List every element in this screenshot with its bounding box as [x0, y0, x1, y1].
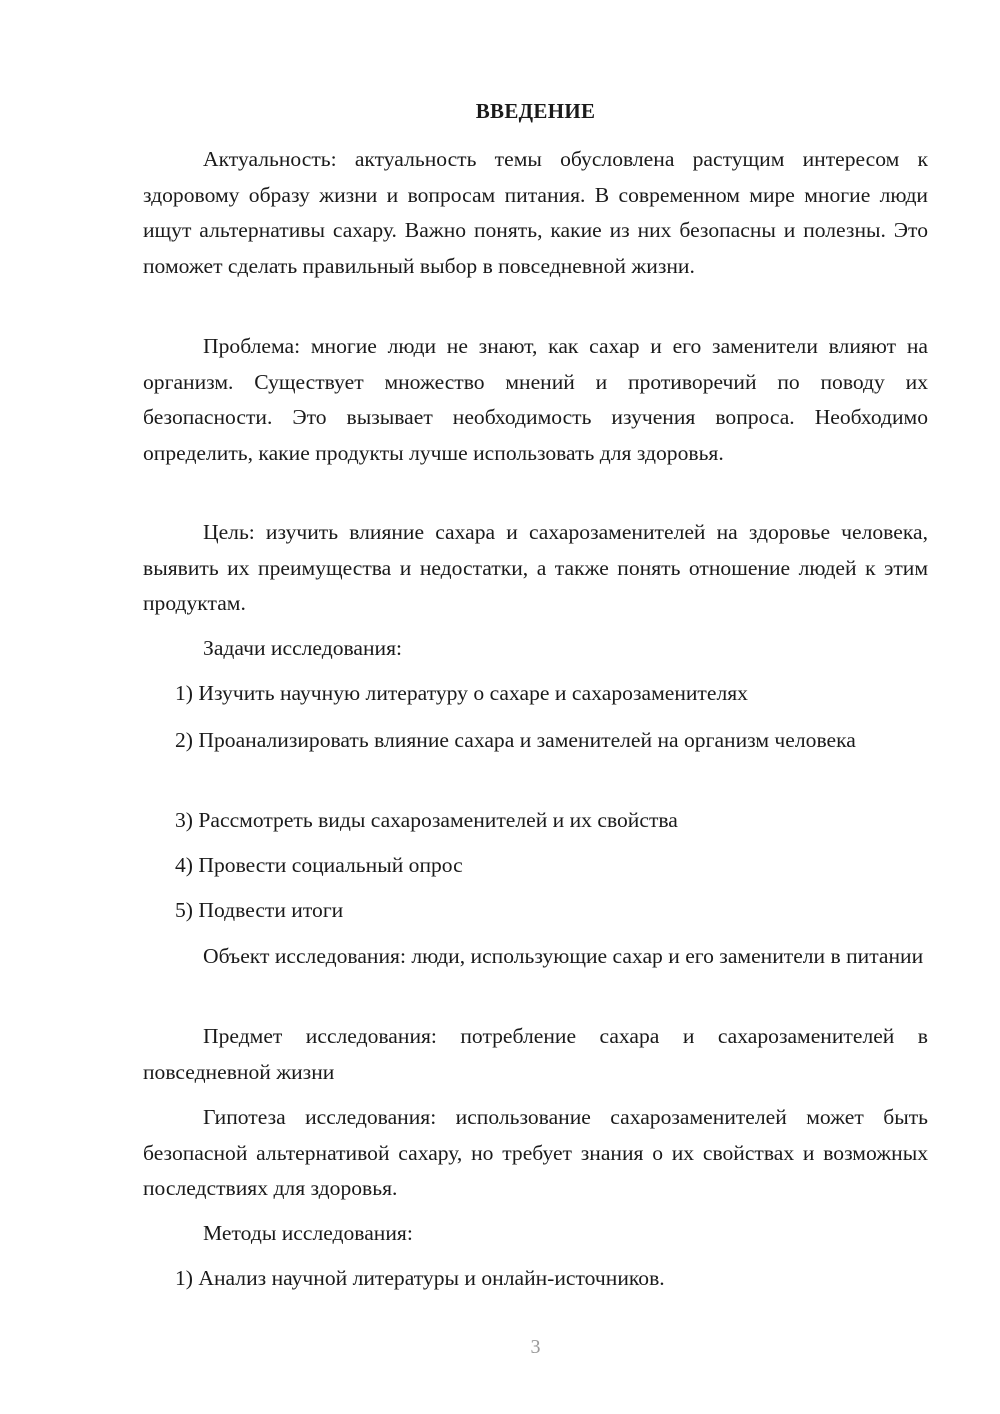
methods-heading: Методы исследования:: [203, 1221, 413, 1245]
document-page: [143, 0, 928, 1414]
task-item: 5) Подвести итоги: [175, 898, 344, 922]
hypothesis-paragraph: Гипотеза исследования: использование сахарозаменителей может быть безопасной альтернативой сахару, но требует знания о их свойствах и возможных последствиях для здоровья.: [143, 1105, 928, 1200]
task-item: 1) Изучить научную литературу о сахаре и сахарозаменителях: [175, 681, 748, 705]
problem-paragraph: Проблема: многие люди не знают, как сахар и его заменители влияют на организм. Существует множество мнений и противоречий по поводу их безопасности. Это вызывает необходимость изучения вопроса. Необходимо определить, какие продукты лучше использовать для здоровья.: [143, 334, 928, 465]
task-item: 3) Рассмотреть виды сахарозаменителей и их свойства: [175, 808, 678, 832]
object-paragraph: Объект исследования: люди, использующие сахар и его заменители в питании: [203, 944, 924, 968]
goal-paragraph: Цель: изучить влияние сахара и сахарозаменителей на здоровье человека, выявить их преимущества и недостатки, а также понять отношение людей к этим продуктам.: [143, 520, 928, 615]
subject-paragraph: Предмет исследования: потребление сахара и сахарозаменителей в повседневной жизни: [143, 1024, 928, 1084]
section-heading: ВВЕДЕНИЕ: [475, 99, 596, 123]
method-item: 1) Анализ научной литературы и онлайн-источников.: [175, 1266, 665, 1290]
relevance-paragraph: Актуальность: актуальность темы обусловлена растущим интересом к здоровому образу жизни и вопросам питания. В современном мире многие люди ищут альтернативы сахару. Важно понять, какие из них безопасны и полезны. Это поможет сделать правильный выбор в повседневной жизни.: [143, 147, 928, 278]
task-item: 4) Провести социальный опрос: [175, 853, 463, 877]
tasks-heading: Задачи исследования:: [203, 636, 403, 660]
task-item: 2) Проанализировать влияние сахара и заменителей на организм человека: [175, 728, 856, 752]
page-number: 3: [530, 1336, 541, 1358]
